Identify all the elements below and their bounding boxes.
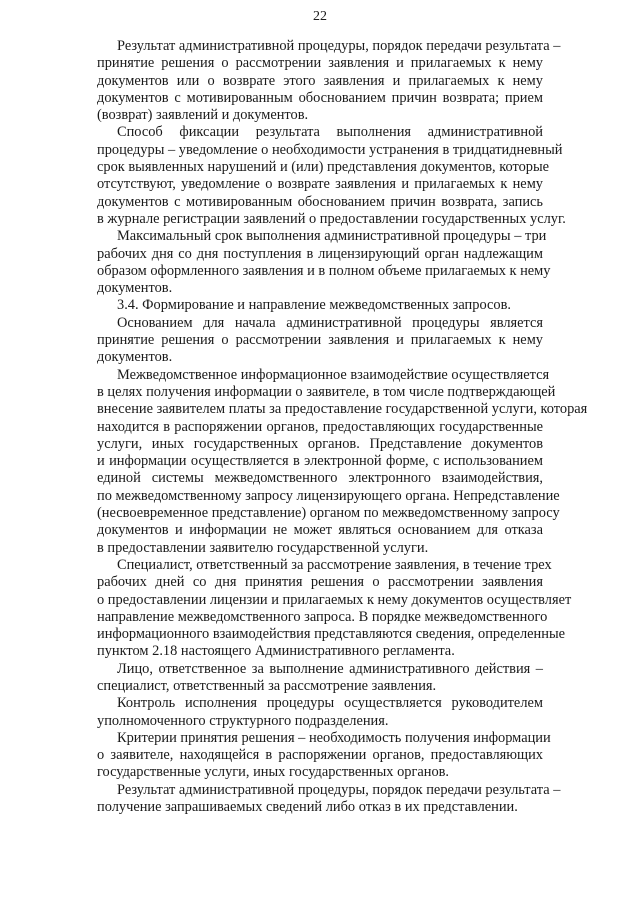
paragraph — [97, 228, 551, 297]
text-line: рабочих дней со дня принятия решения о рассмотрении заявления — [97, 574, 543, 591]
text-line: документов с мотивированным обоснованием причин возврата, запись — [97, 193, 543, 210]
text-line: по межведомственному запросу лицензирующего органа. Непредставление — [97, 487, 560, 504]
text-line: Максимальный срок выполнения административной процедуры – три — [117, 228, 547, 245]
text-line: Лицо, ответственное за выполнение административного действия – — [117, 660, 543, 677]
paragraph — [97, 297, 543, 314]
text-line: документов. — [97, 349, 173, 366]
text-line: и информации осуществляется в электронной форме, с использованием — [97, 453, 543, 470]
text-line: находится в распоряжении органов, предоставляющих государственные — [97, 418, 543, 435]
text-line: документов или о возврате этого заявления и прилагаемых к нему — [97, 72, 543, 89]
paragraph — [97, 661, 543, 696]
text-line: отсутствуют, уведомление о возврате заявления и прилагаемых к нему — [97, 176, 543, 193]
text-line: Межведомственное информационное взаимодействие осуществляется — [117, 366, 550, 383]
text-line: получение запрашиваемых сведений либо отказ в их представлении. — [97, 799, 518, 816]
text-line: уполномоченного структурного подразделения. — [97, 712, 389, 729]
text-line: Критерии принятия решения – необходимость получения информации — [117, 729, 551, 746]
text-line: срок выявленных нарушений и (или) представления документов, которые — [97, 159, 550, 176]
text-line: в журнале регистрации заявлений о предоставлении государственных услуг. — [97, 210, 566, 227]
text-line: пунктом 2.18 настоящего Административного регламента. — [97, 643, 455, 660]
text-line: документов. — [97, 280, 173, 297]
text-line: образом оформленного заявления и в полном объеме прилагаемых к нему — [97, 262, 551, 279]
text-line: о предоставлении лицензии и прилагаемых к нему документов осуществляет — [97, 591, 572, 608]
text-line: информационного взаимодействия представляются сведения, определенные — [97, 626, 566, 643]
text-line: специалист, ответственный за рассмотрение заявления. — [97, 677, 437, 694]
text-line: государственные услуги, иных государственных органов. — [97, 764, 450, 781]
text-line: рабочих дня со дня поступления в лицензирующий орган надлежащим — [97, 245, 543, 262]
text-line: услуги, иных государственных органов. Представление документов — [97, 435, 543, 452]
document-body — [97, 38, 588, 816]
text-line: (несвоевременное представление) органом по межведомственному запросу — [97, 505, 560, 522]
paragraph — [97, 38, 561, 124]
paragraph — [97, 556, 572, 661]
text-line: Результат административной процедуры, порядок передачи результата – — [117, 38, 561, 54]
paragraph — [97, 124, 566, 228]
text-line: Специалист, ответственный за рассмотрение заявления, в течение трех — [117, 556, 552, 573]
text-line: Результат административной процедуры, порядок передачи результата – — [117, 781, 561, 798]
text-line: принятие решения о рассмотрении заявления и прилагаемых к нему — [97, 55, 543, 72]
text-line: единой системы межведомственного электронного взаимодействия, — [97, 470, 543, 487]
paragraph — [97, 315, 543, 367]
text-line: процедуры – уведомление о необходимости устранения в тридцатидневный — [97, 141, 563, 158]
text-line: принятие решения о рассмотрении заявления и прилагаемых к нему — [97, 332, 543, 349]
text-line: Способ фиксации результата выполнения административной — [117, 124, 543, 141]
text-line: в целях получения информации о заявителе, в том числе подтверждающей — [97, 383, 556, 400]
text-line: внесение заявителем платы за предоставление государственной услуги, которая — [97, 401, 588, 418]
text-line: Основанием для начала административной процедуры является — [117, 314, 543, 331]
page-number: 22 — [313, 9, 327, 24]
text-line: (возврат) заявлений и документов. — [97, 107, 309, 124]
paragraph — [97, 781, 561, 817]
text-line: в предоставлении заявителю государственной услуги. — [97, 539, 429, 556]
paragraph — [97, 729, 551, 782]
text-line: документов и информации не может являться основанием для отказа — [97, 522, 543, 539]
paragraph — [97, 695, 543, 730]
text-line: документов с мотивированным обоснованием причин возврата; прием — [97, 89, 543, 106]
text-line: о заявителе, находящейся в распоряжении органов, предоставляющих — [97, 747, 543, 764]
text-line: Контроль исполнения процедуры осуществляется руководителем — [117, 695, 543, 712]
text-line: 3.4. Формирование и направление межведомственных запросов. — [117, 297, 511, 314]
text-line: направление межведомственного запроса. В порядке межведомственного — [97, 608, 548, 625]
paragraph — [97, 366, 588, 557]
